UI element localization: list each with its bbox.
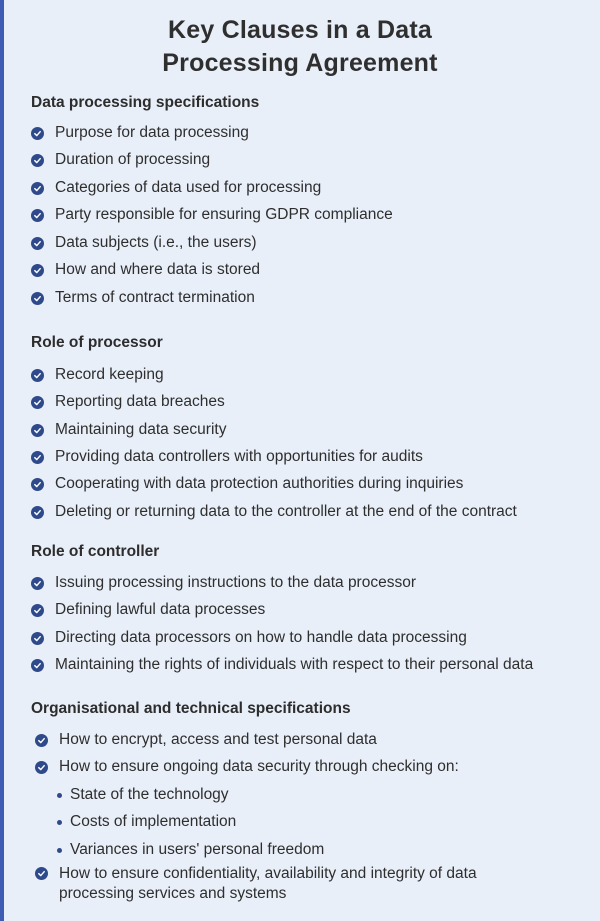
page-title	[20, 14, 580, 80]
check-circle-icon	[31, 478, 44, 491]
list-item-text: Cooperating with data protection authorities during inquiries	[55, 475, 464, 492]
list-item	[31, 149, 210, 171]
list-item	[35, 756, 459, 778]
list-item	[31, 177, 321, 199]
list-item	[31, 259, 260, 281]
check-circle-icon	[31, 182, 44, 195]
check-circle-icon	[31, 209, 44, 222]
check-circle-icon	[35, 734, 48, 747]
left-accent-bar	[0, 0, 4, 921]
check-circle-icon	[31, 424, 44, 437]
sub-list-item	[57, 839, 324, 861]
list-item	[31, 627, 467, 649]
section-heading-role-of-controller: Role of controller	[31, 543, 160, 560]
list-item	[31, 204, 393, 226]
check-circle-icon	[31, 264, 44, 277]
list-item-text: Issuing processing instructions to the data processor	[55, 574, 416, 591]
check-circle-icon	[31, 292, 44, 305]
list-item	[31, 599, 265, 621]
check-circle-icon	[31, 577, 44, 590]
list-item-text: Party responsible for ensuring GDPR compliance	[55, 206, 393, 223]
check-circle-icon	[35, 761, 48, 774]
check-circle-icon	[31, 237, 44, 250]
list-item-text: Providing data controllers with opportunities for audits	[55, 448, 423, 465]
title-line-1: Key Clauses in a Data	[167, 16, 433, 44]
sub-list-item-text: Costs of implementation	[70, 813, 237, 830]
list-item-text: How to encrypt, access and test personal data	[59, 731, 377, 748]
dot-icon	[57, 820, 62, 825]
sub-list-item	[57, 811, 236, 833]
list-item	[35, 864, 477, 904]
list-item-text: Purpose for data processing	[55, 124, 249, 141]
list-item	[31, 572, 416, 594]
list-item-text: How to ensure ongoing data security through checking on:	[59, 758, 459, 775]
list-item-text: Maintaining data security	[55, 421, 227, 438]
list-item	[31, 287, 255, 309]
check-circle-icon	[31, 604, 44, 617]
list-item-text: Deleting or returning data to the controller at the end of the contract	[55, 503, 517, 520]
list-item-text: Record keeping	[55, 366, 164, 383]
list-item-text: Categories of data used for processing	[55, 179, 322, 196]
list-item-text-line-1: How to ensure confidentiality, availability and integrity of data	[59, 865, 477, 882]
list-item	[31, 446, 423, 468]
list-item	[31, 419, 226, 441]
check-circle-icon	[35, 867, 48, 880]
list-item-text: Data subjects (i.e., the users)	[55, 234, 257, 251]
check-circle-icon	[31, 396, 44, 409]
check-circle-icon	[31, 659, 44, 672]
title-line-2: Processing Agreement	[162, 49, 438, 77]
list-item	[31, 391, 225, 413]
list-item-text: Duration of processing	[55, 151, 211, 168]
list-item-text: How and where data is stored	[55, 261, 261, 278]
list-item	[35, 729, 377, 751]
check-circle-icon	[31, 506, 44, 519]
check-circle-icon	[31, 451, 44, 464]
list-item	[31, 473, 463, 495]
list-item-text: Reporting data breaches	[55, 393, 225, 410]
check-circle-icon	[31, 632, 44, 645]
list-item-text: Terms of contract termination	[55, 289, 255, 306]
check-circle-icon	[31, 127, 44, 140]
list-item	[31, 232, 257, 254]
list-item	[31, 501, 517, 523]
list-item-text: Defining lawful data processes	[55, 601, 266, 618]
list-item-text: Maintaining the rights of individuals with respect to their personal data	[55, 656, 534, 673]
list-item	[31, 122, 249, 144]
dot-icon	[57, 848, 62, 853]
list-item-text: Directing data processors on how to handle data processing	[55, 629, 467, 646]
dot-icon	[57, 793, 62, 798]
list-item-text-line-2: processing services and systems	[59, 885, 287, 902]
section-heading-organisational-and-technical-specifications: Organisational and technical specifications	[31, 700, 351, 717]
sub-list-item-text: State of the technology	[70, 786, 229, 803]
section-heading-role-of-processor: Role of processor	[31, 334, 163, 351]
list-item-text	[59, 864, 477, 904]
sub-list-item	[57, 784, 229, 806]
check-circle-icon	[31, 154, 44, 167]
list-item	[31, 654, 533, 676]
sub-list-item-text: Variances in users' personal freedom	[70, 841, 325, 858]
section-heading-data-processing-specifications: Data processing specifications	[31, 94, 260, 111]
check-circle-icon	[31, 369, 44, 382]
list-item	[31, 364, 164, 386]
